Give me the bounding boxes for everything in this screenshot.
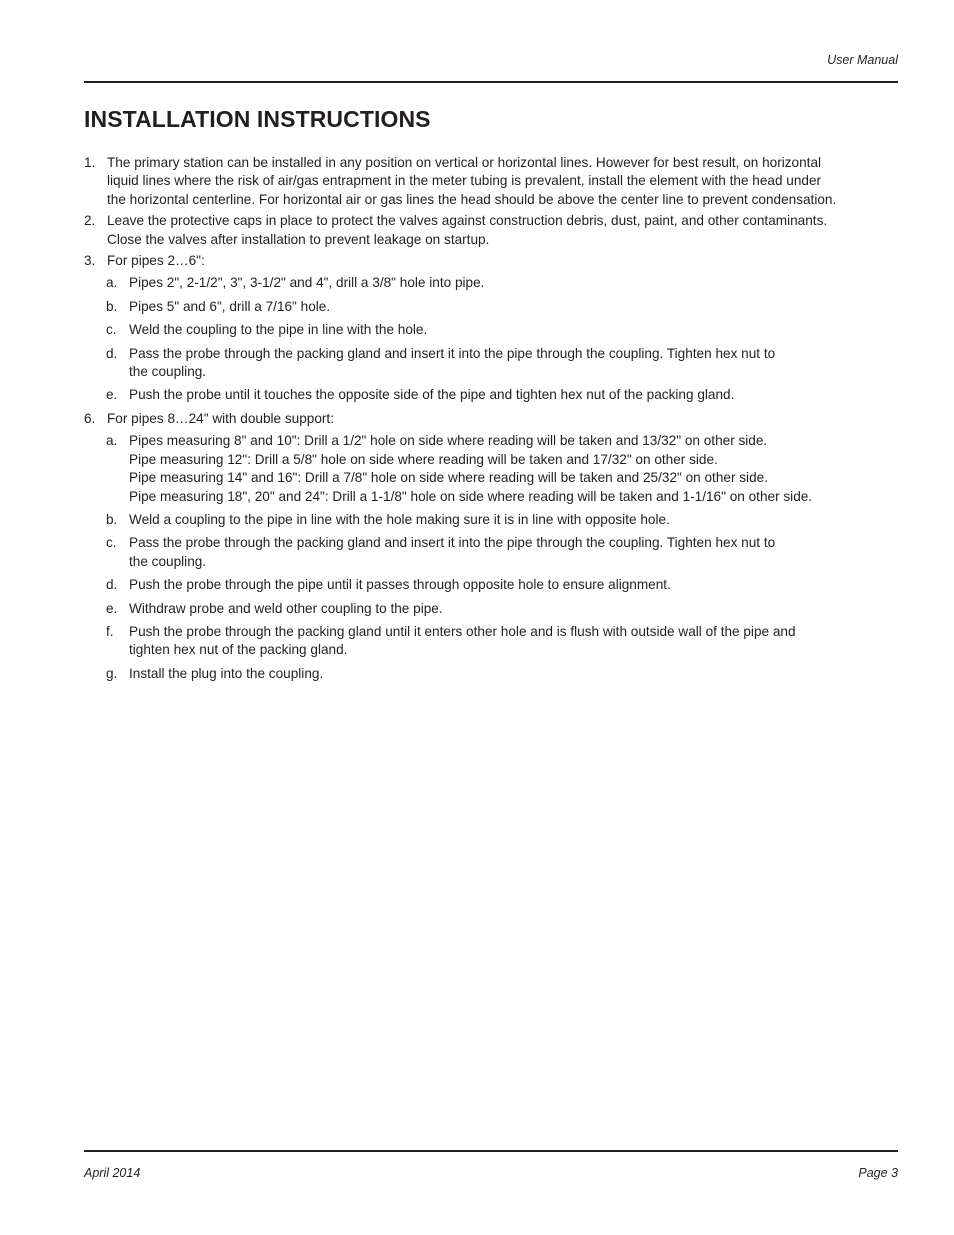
list-item-number: 1. <box>84 155 96 170</box>
sub-item-text: Pipes measuring 8" and 10": Drill a 1/2" hole on side where reading will be taken and 13/32" on other side. <box>129 433 768 449</box>
sub-list-item <box>84 274 899 292</box>
page-number: Page 3 <box>858 1166 898 1180</box>
sub-item-text: Push the probe through the pipe until it passes through opposite hole to ensure alignment. <box>129 577 671 593</box>
list-item-text: the horizontal centerline. For horizontal air or gas lines the head should be above the center line to prevent condensation. <box>107 191 837 207</box>
sub-item-letter: a. <box>106 433 118 449</box>
list-item-number: 3. <box>84 253 96 269</box>
list-item-text: The primary station can be installed in any position on vertical or horizontal lines. However for best result, on horizontal <box>107 155 822 170</box>
sub-list-item <box>84 511 899 529</box>
sub-list-item <box>84 576 899 594</box>
sub-item-text: Pipes 2", 2-1/2", 3", 3-1/2" and 4", drill a 3/8" hole into pipe. <box>129 275 485 291</box>
footer-date: April 2014 <box>84 1166 141 1180</box>
sub-list-item <box>84 534 899 571</box>
list-item-text: For pipes 8…24" with double support: <box>107 410 334 426</box>
sub-item-text: Withdraw probe and weld other coupling to the pipe. <box>129 600 443 616</box>
sub-item-letter: a. <box>106 275 118 291</box>
sub-item-text: Weld the coupling to the pipe in line with the hole. <box>129 322 428 338</box>
sub-list-item <box>84 345 899 382</box>
sub-item-text: Pipes 5" and 6", drill a 7/16" hole. <box>129 298 331 314</box>
list-item-text: Leave the protective caps in place to protect the valves against construction debris, dust, paint, and other contaminants. <box>107 213 828 229</box>
list-item <box>84 154 899 209</box>
sub-item-text: Push the probe through the packing gland until it enters other hole and is flush with outside wall of the pipe and <box>129 623 796 639</box>
sub-item-letter: b. <box>106 511 118 527</box>
sub-item-text: the coupling. <box>129 364 207 380</box>
sub-item-text: the coupling. <box>129 553 207 569</box>
sub-item-letter: e. <box>106 600 118 616</box>
list-item-text: liquid lines where the risk of air/gas entrapment in the meter tubing is prevalent, install the element with the head under <box>107 173 822 189</box>
sub-item-text: Pipe measuring 18", 20" and 24": Drill a 1-1/8" hole on side where reading will be taken and 1-1/16" on other side. <box>129 488 813 504</box>
list-item-number: 2. <box>84 213 96 229</box>
sub-item-letter: b. <box>106 298 118 314</box>
sub-item-text: Pipe measuring 14" and 16": Drill a 7/8" hole on side where reading will be taken and 25/32" on other side. <box>129 470 768 486</box>
sub-list-item <box>84 665 899 683</box>
list-item-number: 6. <box>84 410 96 426</box>
sub-list-item <box>84 623 899 660</box>
sub-list <box>84 432 899 683</box>
header-rule <box>84 81 898 83</box>
sub-item-text: Weld a coupling to the pipe in line with the hole making sure it is in line with opposite hole. <box>129 511 670 527</box>
sub-list-item <box>84 321 899 339</box>
sub-list-item <box>84 386 899 404</box>
sub-item-letter: d. <box>106 345 118 361</box>
instructions-list <box>84 154 899 688</box>
list-item-text: Close the valves after installation to prevent leakage on startup. <box>107 231 490 247</box>
sub-item-letter: d. <box>106 577 118 593</box>
sub-item-letter: c. <box>106 535 117 551</box>
sub-item-letter: c. <box>106 322 117 338</box>
sub-item-text: Pipe measuring 12": Drill a 5/8" hole on side where reading will be taken and 17/32" on other side. <box>129 451 718 467</box>
list-item <box>84 410 899 683</box>
sub-list <box>84 274 899 404</box>
sub-item-text: Pass the probe through the packing gland and insert it into the pipe through the coupling. Tighten hex nut to <box>129 535 776 551</box>
list-item <box>84 252 899 405</box>
sub-item-letter: f. <box>106 623 114 639</box>
sub-item-letter: g. <box>106 665 118 681</box>
sub-item-text: Pass the probe through the packing gland and insert it into the pipe through the coupling. Tighten hex nut to <box>129 345 776 361</box>
sub-item-letter: e. <box>106 387 118 403</box>
sub-list-item <box>84 298 899 316</box>
running-header: User Manual <box>827 53 898 67</box>
sub-item-text: tighten hex nut of the packing gland. <box>129 642 348 658</box>
list-item-text: For pipes 2…6": <box>107 253 205 269</box>
footer-rule <box>84 1150 898 1152</box>
sub-list-item <box>84 600 899 618</box>
sub-list-item <box>84 432 899 506</box>
sub-item-text: Push the probe until it touches the opposite side of the pipe and tighten hex nut of the packing gland. <box>129 387 735 403</box>
list-item <box>84 212 899 249</box>
page-title: INSTALLATION INSTRUCTIONS <box>84 106 431 132</box>
sub-item-text: Install the plug into the coupling. <box>129 665 324 681</box>
